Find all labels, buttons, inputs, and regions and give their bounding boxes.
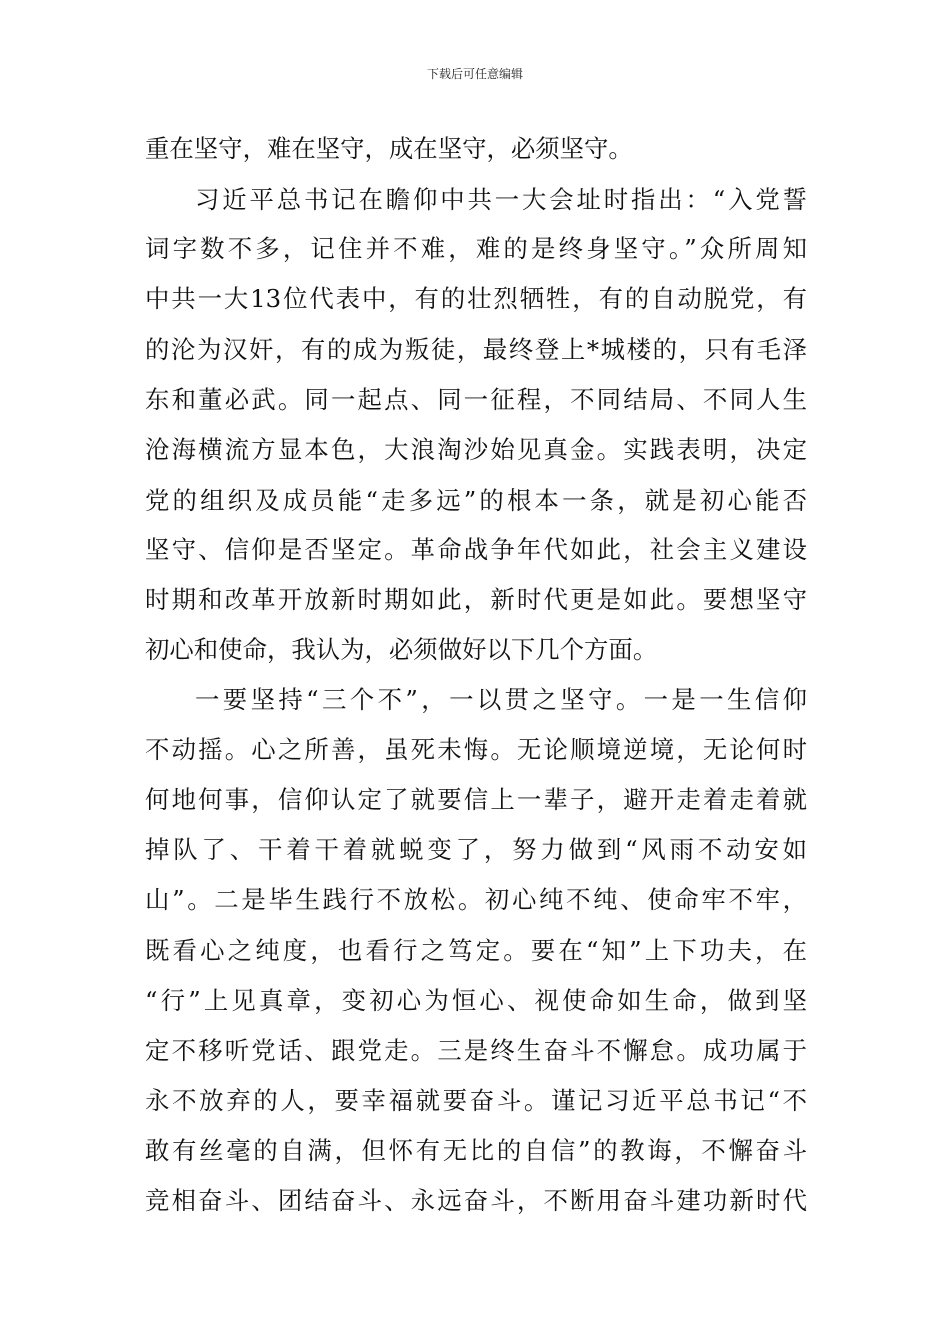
body-line: 竞相奋斗、团结奋斗、永远奋斗，不断用奋斗建功新时代 — [145, 1186, 807, 1215]
body-line: 定不移听党话、跟党走。三是终生奋斗不懈怠。成功属于 — [145, 1036, 807, 1065]
body-line: 东和董必武。同一起点、同一征程，不同结局、不同人生 — [145, 385, 807, 414]
body-line: 敢有丝毫的自满，但怀有无比的自信”的教诲，不懈奋斗 — [145, 1136, 807, 1165]
body-line: 掉队了、干着干着就蜕变了，努力做到“风雨不动安如 — [145, 835, 807, 864]
body-line: 何地何事，信仰认定了就要信上一辈子，避开走着走着就 — [145, 785, 807, 814]
body-line: 不动摇。心之所善，虽死未悔。无论顺境逆境，无论何时 — [145, 735, 807, 764]
body-line: 词字数不多，记住并不难，难的是终身坚守。”众所周知 — [145, 234, 807, 263]
body-line: 初心和使命，我认为，必须做好以下几个方面。 — [145, 635, 658, 664]
page-header-note: 下载后可任意编辑 — [426, 67, 523, 81]
body-line: “行”上见真章，变初心为恒心、视使命如生命，做到坚 — [145, 986, 807, 1015]
body-line: 时期和改革开放新时期如此，新时代更是如此。要想坚守 — [145, 585, 807, 614]
body-line: 坚守、信仰是否坚定。革命战争年代如此，社会主义建设 — [145, 535, 807, 564]
body-line: 既看心之纯度，也看行之笃定。要在“知”上下功夫，在 — [145, 936, 807, 965]
body-line: 党的组织及成员能“走多远”的根本一条，就是初心能否 — [145, 486, 807, 515]
body-line: 重在坚守，难在坚守，成在坚守，必须坚守。 — [145, 134, 633, 163]
body-line: 中共一大13位代表中，有的壮烈牺牲，有的自动脱党，有 — [145, 284, 807, 313]
body-line: 沧海横流方显本色，大浪淘沙始见真金。实践表明，决定 — [145, 435, 807, 464]
body-line: 习近平总书记在瞻仰中共一大会址时指出：“入党誓 — [195, 185, 807, 214]
body-line: 一要坚持“三个不”，一以贯之坚守。一是一生信仰 — [195, 685, 807, 714]
body-line: 永不放弃的人，要幸福就要奋斗。谨记习近平总书记“不 — [145, 1086, 807, 1115]
body-line: 山”。二是毕生践行不放松。初心纯不纯、使命牢不牢， — [145, 885, 807, 914]
body-line: 的沦为汉奸，有的成为叛徒，最终登上*城楼的，只有毛泽 — [145, 335, 807, 364]
